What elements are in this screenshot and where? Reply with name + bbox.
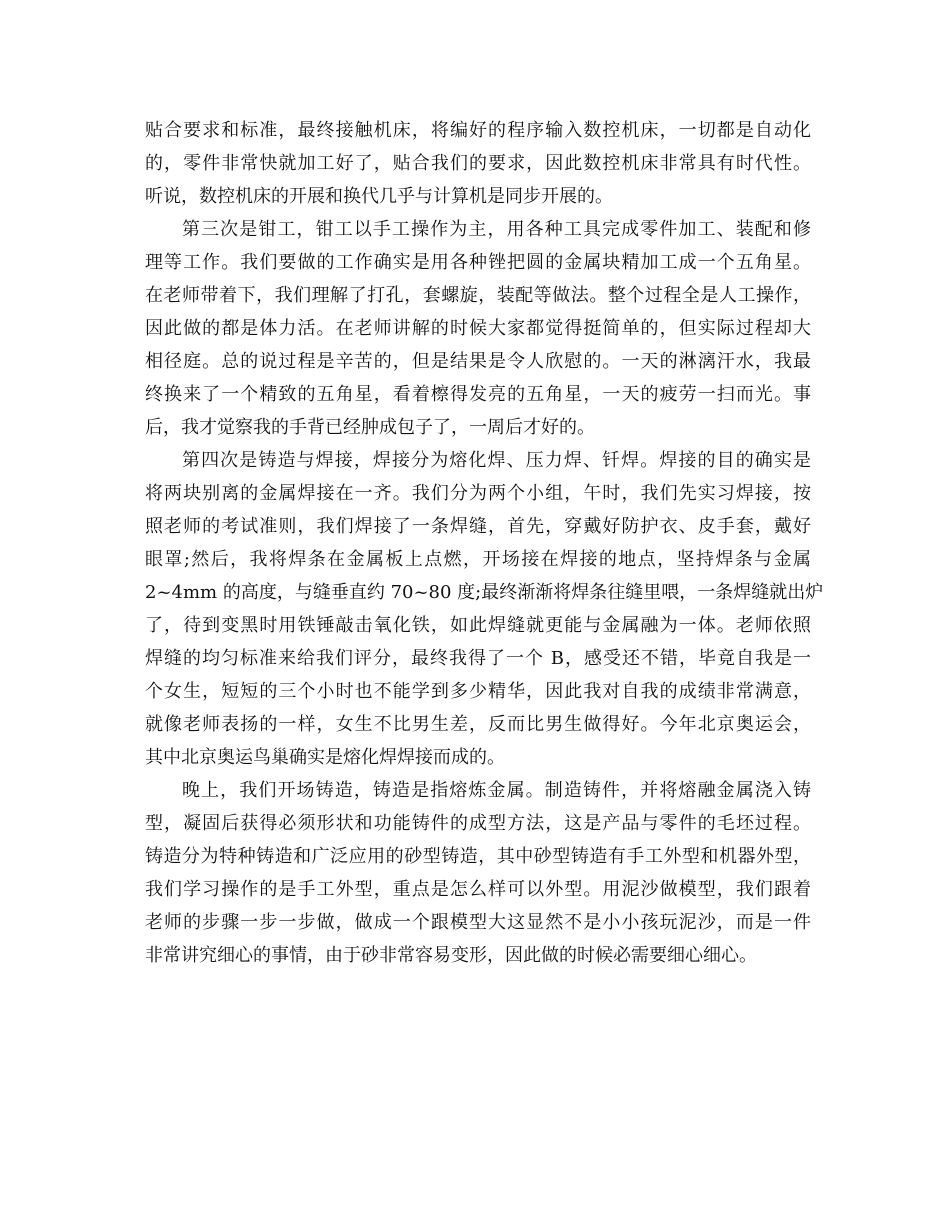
text-line: 焊缝的均匀标准来给我们评分，最终我得了一个 B，感受还不错，毕竟自我是一	[145, 648, 811, 669]
text-line: 就像老师表扬的一样，女生不比男生差，反而比男生做得好。今年北京奥运会，	[145, 714, 811, 735]
text-line: 理等工作。我们要做的工作确实是用各种锉把圆的金属块精加工成一个五角星。	[145, 252, 811, 273]
text-line: 我们学习操作的是手工外型，重点是怎么样可以外型。用泥沙做模型，我们跟着	[145, 879, 811, 900]
text-line: 2~4mm 的高度，与缝垂直约 70~80 度;最终渐渐将焊条往缝里喂，一条焊缝就出炉	[145, 582, 824, 603]
text-line: 非常讲究细心的事情，由于砂非常容易变形，因此做的时候必需要细心细心。	[145, 945, 757, 966]
text-line: 相径庭。总的说过程是辛苦的，但是结果是令人欣慰的。一天的淋漓汗水，我最	[145, 351, 811, 372]
text-line: 第三次是钳工，钳工以手工操作为主，用各种工具完成零件加工、装配和修	[182, 219, 811, 240]
text-line: 老师的步骤一步一步做，做成一个跟模型大这显然不是小小孩玩泥沙，而是一件	[145, 912, 811, 933]
text-line: 将两块别离的金属焊接在一齐。我们分为两个小组，午时，我们先实习焊接，按	[145, 483, 811, 504]
text-line: 其中北京奥运鸟巢确实是熔化焊焊接而成的。	[145, 747, 505, 768]
text-line: 眼罩;然后，我将焊条在金属板上点燃，开场接在焊接的地点，坚持焊条与金属	[145, 549, 811, 570]
text-line: 铸造分为特种铸造和广泛应用的砂型铸造，其中砂型铸造有手工外型和机器外型，	[145, 846, 811, 867]
text-line: 个女生，短短的三个小时也不能学到多少精华，因此我对自我的成绩非常满意，	[145, 681, 811, 702]
paragraph	[145, 114, 811, 213]
text-line: 终换来了一个精致的五角星，看着檫得发亮的五角星，一天的疲劳一扫而光。事	[145, 384, 811, 405]
text-line: 后，我才觉察我的手背已经肿成包子了，一周后才好的。	[145, 417, 595, 438]
text-line: 照老师的考试准则，我们焊接了一条焊缝，首先，穿戴好防护衣、皮手套，戴好	[145, 516, 811, 537]
text-line: 型，凝固后获得必须形状和功能铸件的成型方法，这是产品与零件的毛坯过程。	[145, 813, 811, 834]
text-line: 的，零件非常快就加工好了，贴合我们的要求，因此数控机床非常具有时代性。	[145, 153, 811, 174]
paragraph	[145, 444, 824, 774]
text-line: 在老师带着下，我们理解了打孔，套螺旋，装配等做法。整个过程全是人工操作，	[145, 285, 811, 306]
text-line: 因此做的都是体力活。在老师讲解的时候大家都觉得挺简单的，但实际过程却大	[145, 318, 811, 339]
text-line: 听说，数控机床的开展和换代几乎与计算机是同步开展的。	[145, 186, 613, 207]
document-body	[145, 114, 824, 972]
paragraph	[145, 774, 811, 972]
text-line: 了，待到变黑时用铁锤敲击氧化铁，如此焊缝就更能与金属融为一体。老师依照	[145, 615, 811, 636]
text-line: 晚上，我们开场铸造，铸造是指熔炼金属。制造铸件，并将熔融金属浇入铸	[182, 780, 811, 801]
paragraph	[145, 213, 811, 444]
text-line: 贴合要求和标准，最终接触机床，将编好的程序输入数控机床，一切都是自动化	[145, 120, 811, 141]
text-line: 第四次是铸造与焊接，焊接分为熔化焊、压力焊、钎焊。焊接的目的确实是	[182, 450, 811, 471]
